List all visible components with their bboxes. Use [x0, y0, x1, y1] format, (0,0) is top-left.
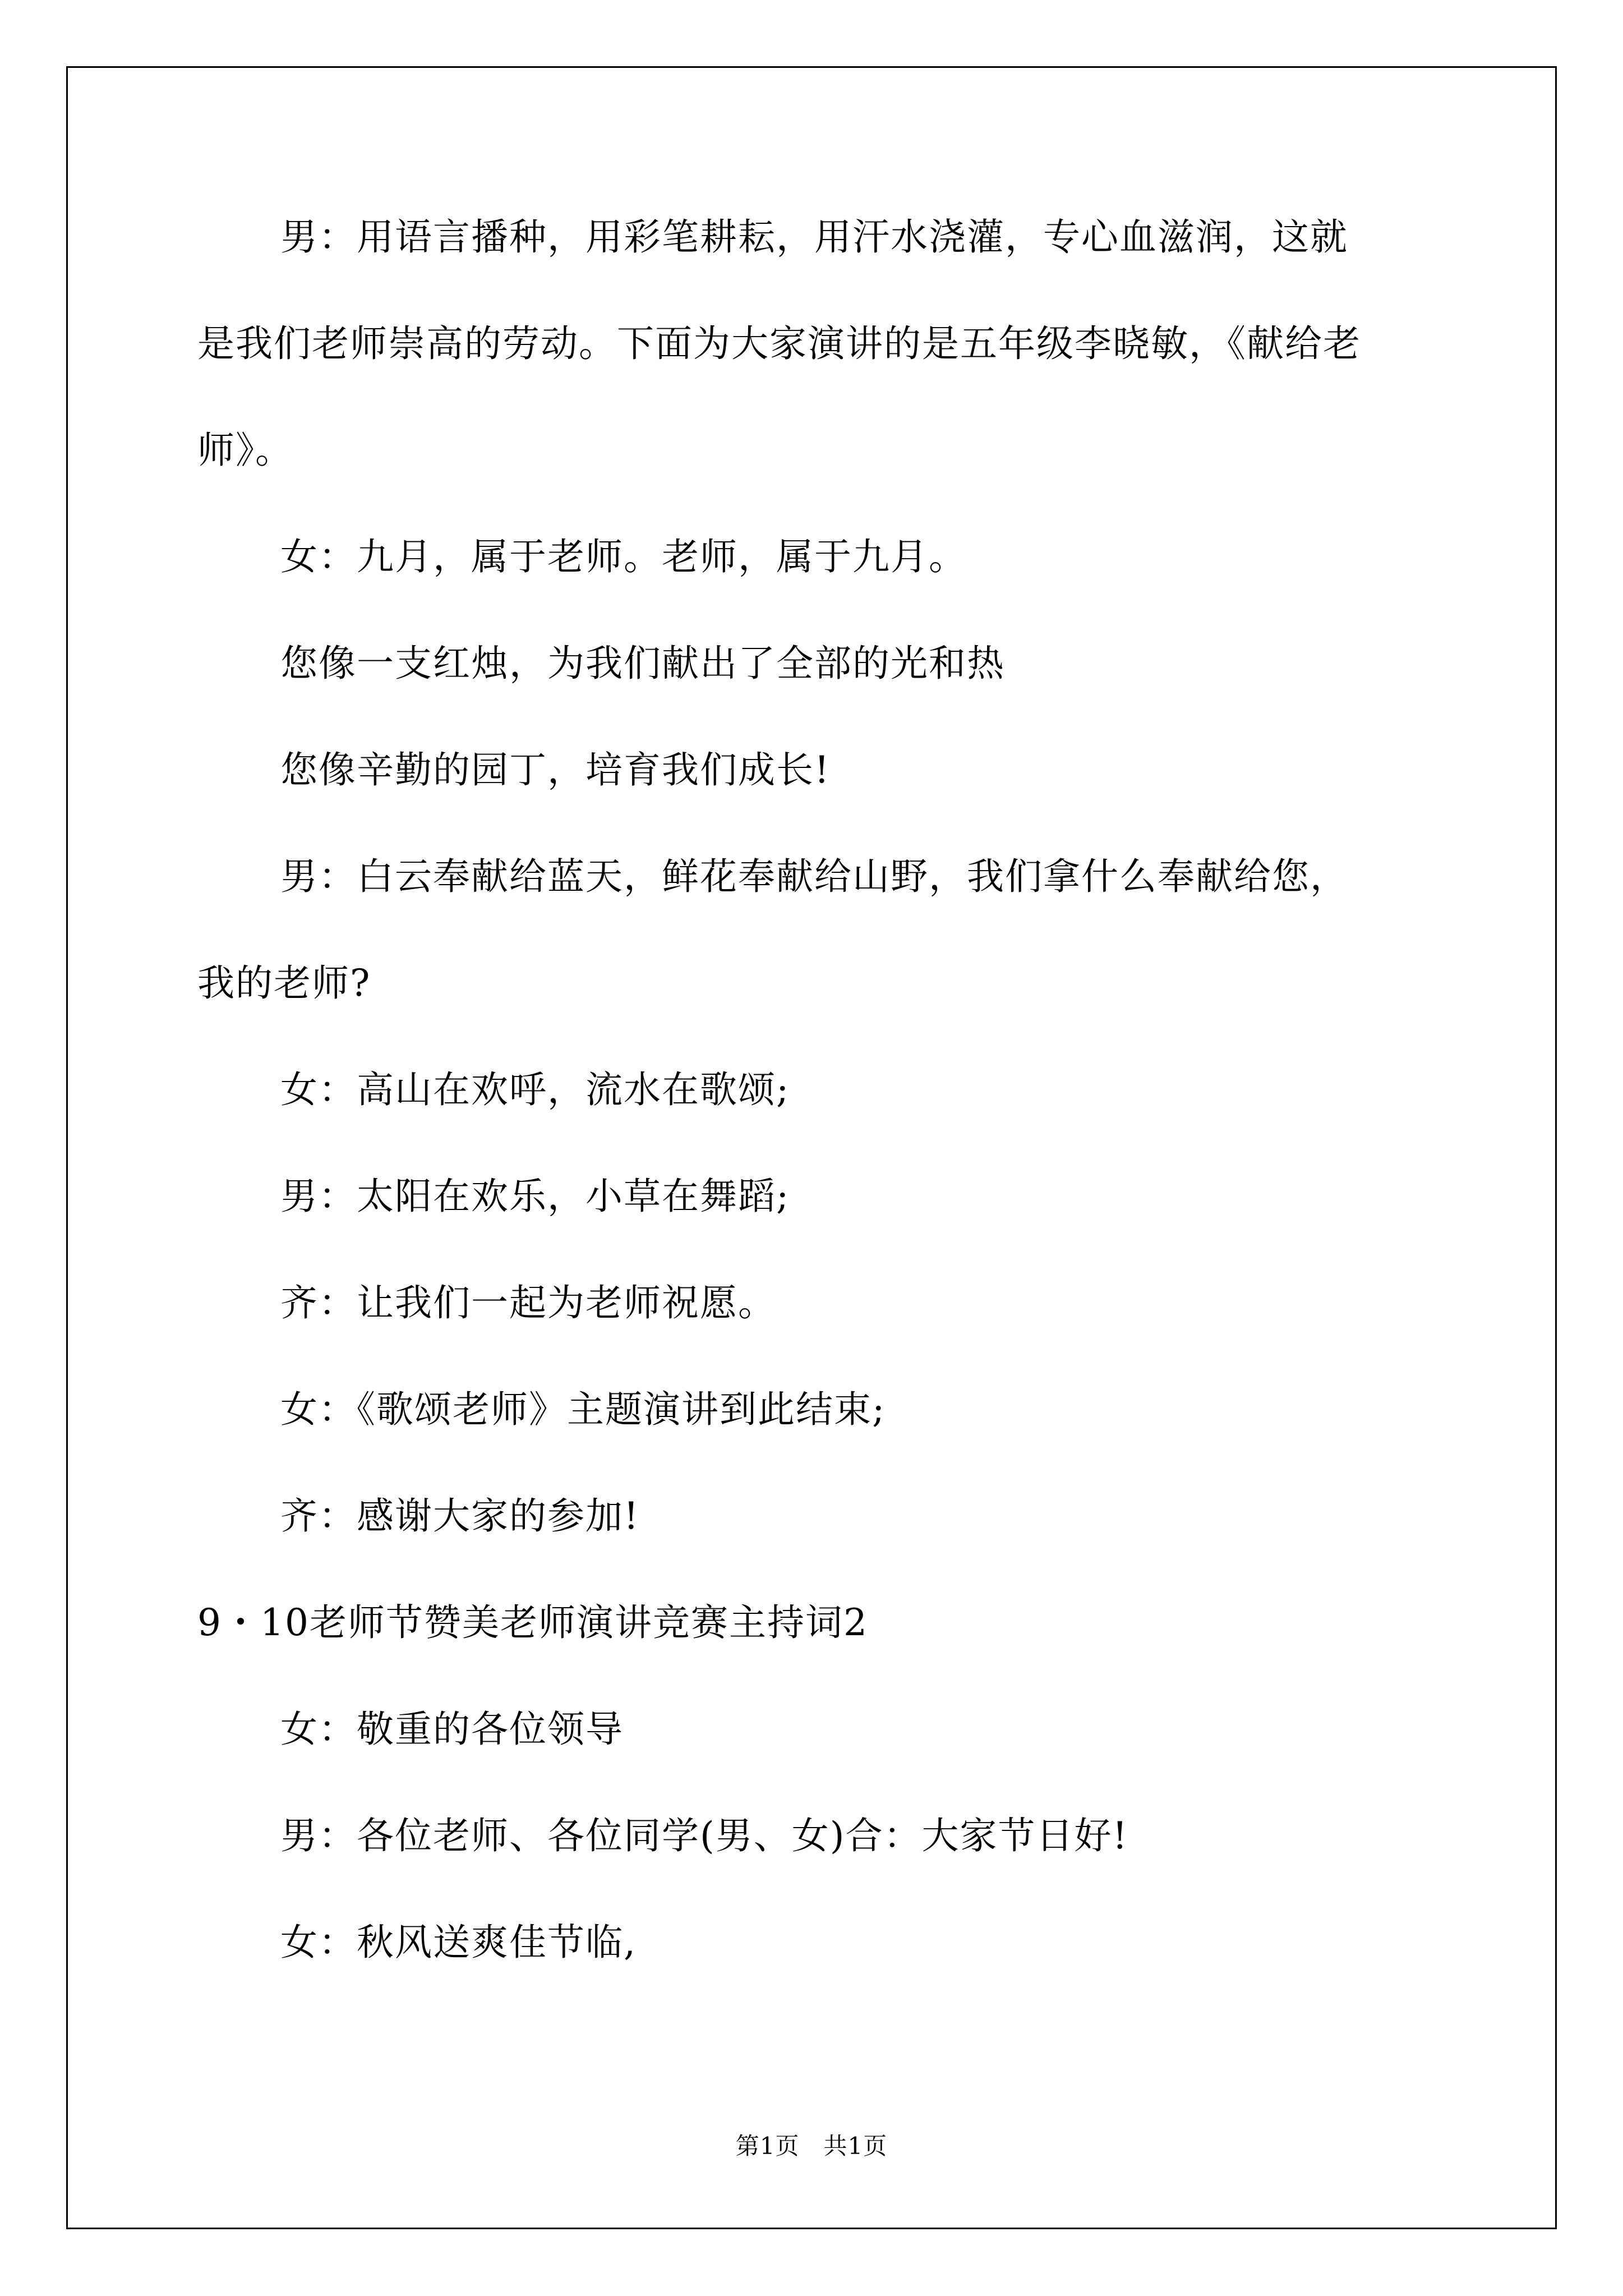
paragraph-line: 女：九月，属于老师。老师，属于九月。: [280, 535, 967, 578]
paragraph-line: 女：秋风送爽佳节临,: [280, 1921, 637, 1964]
paragraph-line: 是我们老师崇高的劳动。下面为大家演讲的是五年级李晓敏，《献给老: [197, 322, 1361, 365]
paragraph-line: 女：《歌颂老师》主题演讲到此结束;: [280, 1388, 886, 1431]
paragraph-line: 女：敬重的各位领导: [280, 1708, 624, 1751]
paragraph-line: 齐：感谢大家的参加!: [280, 1494, 640, 1538]
paragraph-line: 我的老师?: [197, 961, 371, 1005]
page-border: [66, 66, 1557, 2229]
paragraph-line: 男：各位老师、各位同学(男、女)合：大家节日好!: [280, 1814, 1129, 1857]
section-heading: 9・10老师节赞美老师演讲竞赛主持词2: [197, 1601, 868, 1644]
paragraph-line: 女：高山在欢呼，流水在歌颂;: [280, 1068, 790, 1111]
paragraph-line: 男：太阳在欢乐，小草在舞蹈;: [280, 1175, 790, 1218]
paragraph-line: 您像一支红烛，为我们献出了全部的光和热: [280, 642, 1005, 685]
paragraph-line: 男：用语言播种，用彩笔耕耘，用汗水浇灌，专心血滋润，这就: [280, 215, 1348, 259]
paragraph-line: 您像辛勤的园丁，培育我们成长!: [280, 748, 831, 792]
paragraph-line: 齐：让我们一起为老师祝愿。: [280, 1281, 776, 1324]
paragraph-line: 男：白云奉献给蓝天，鲜花奉献给山野，我们拿什么奉献给您，: [280, 855, 1348, 898]
paragraph-line: 师》。: [197, 429, 293, 472]
page-number-footer: 第1页 共1页: [735, 2132, 888, 2160]
